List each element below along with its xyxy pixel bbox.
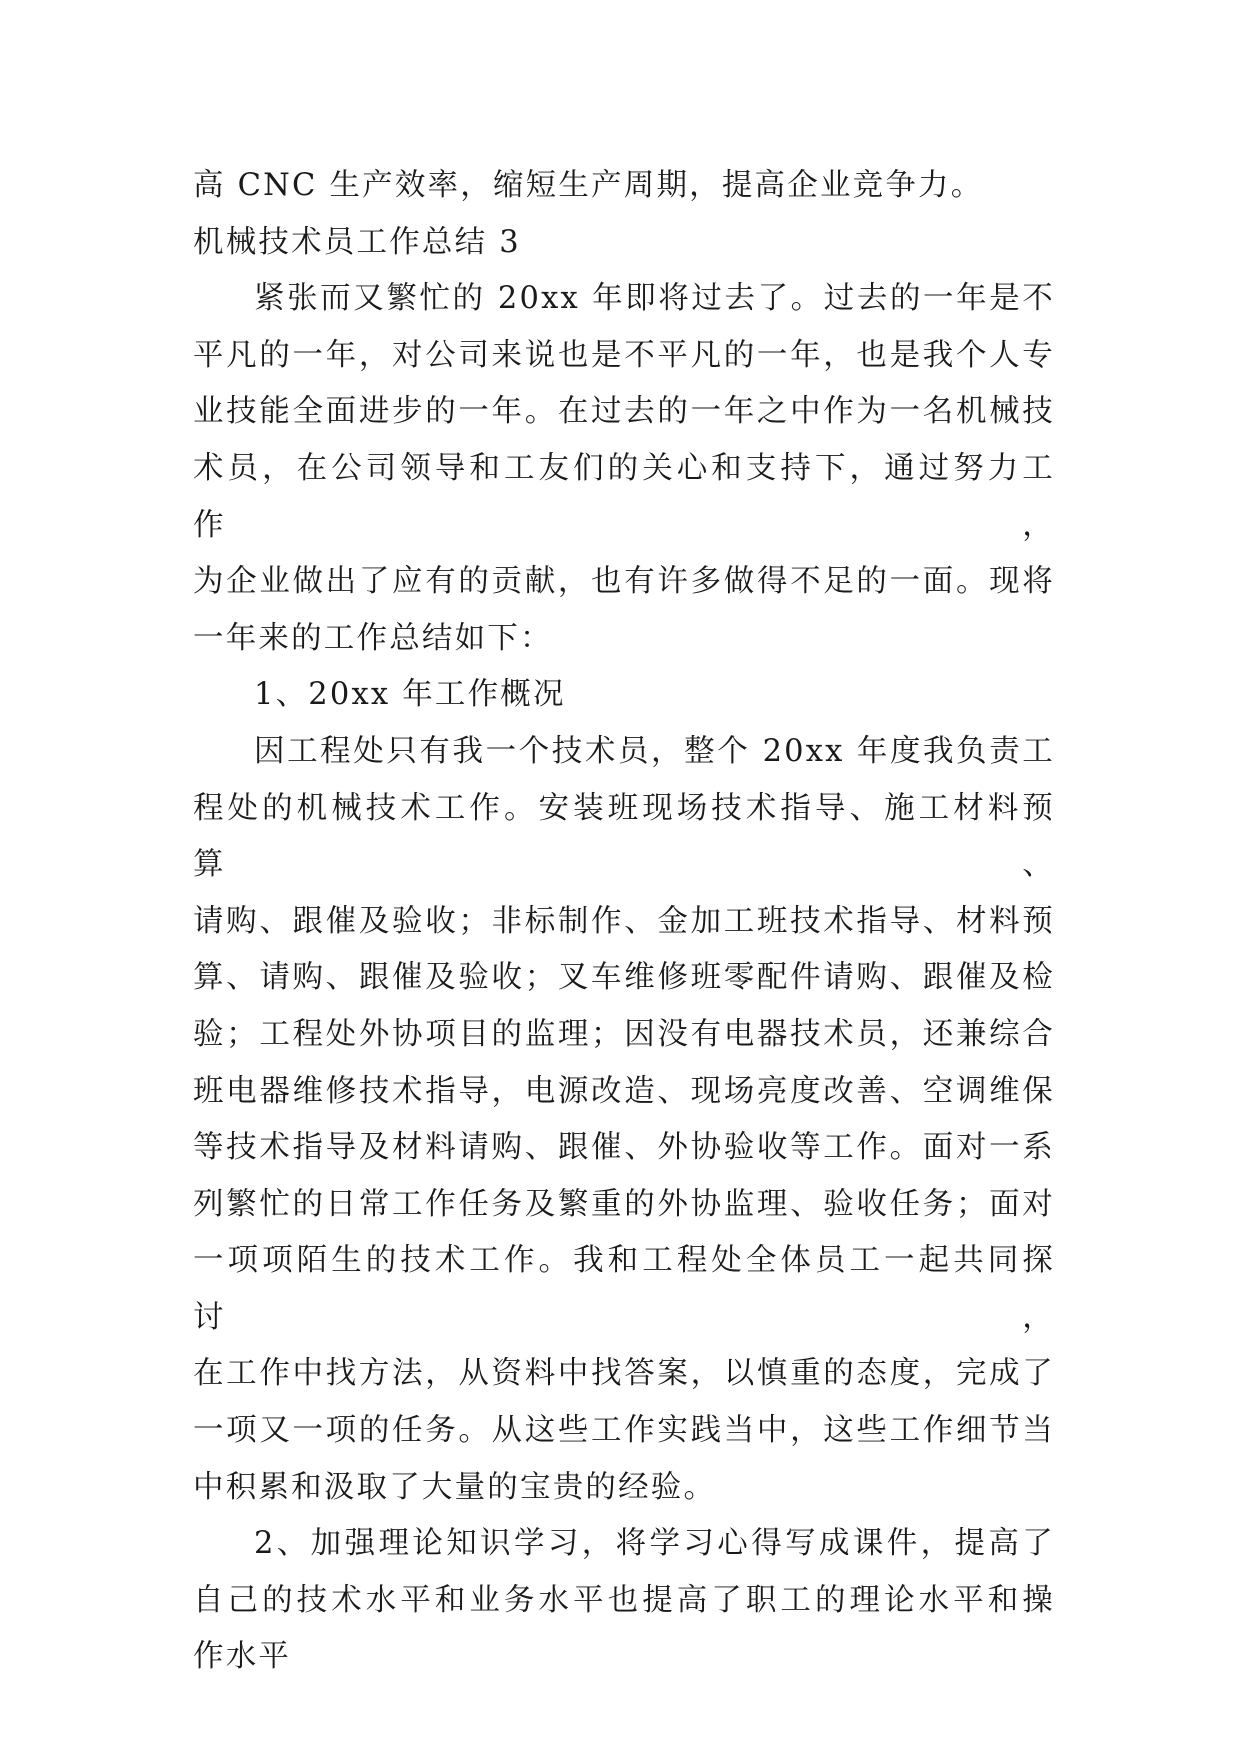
text-line: 1、20xx 年工作概况	[254, 677, 566, 713]
text-line: 因工程处只有我一个技术员，整个 20xx 年度我负责工	[254, 733, 1055, 769]
section-heading: 机械技术员工作总结 3	[193, 224, 521, 260]
text-line: 算、请购、跟催及验收；叉车维修班零配件请购、跟催及检	[193, 960, 1055, 996]
text-line: 中积累和汲取了大量的宝贵的经验。	[193, 1469, 717, 1505]
text-line: 高 CNC 生产效率，缩短生产周期，提高企业竞争力。	[193, 168, 984, 203]
text-line: 等技术指导及材料请购、跟催、外协验收等工作。面对一系	[193, 1130, 1055, 1166]
text-line: 平凡的一年，对公司来说也是不平凡的一年，也是我个人专	[193, 337, 1055, 373]
text-line: 术员，在公司领导和工友们的关心和支持下，通过努力工作，	[193, 450, 1055, 543]
text-line: 程处的机械技术工作。安装班现场技术指导、施工材料预算、	[193, 790, 1055, 883]
text-line: 请购、跟催及验收；非标制作、金加工班技术指导、材料预	[193, 903, 1055, 939]
text-line: 紧张而又繁忙的 20xx 年即将过去了。过去的一年是不	[254, 281, 1055, 317]
document-body	[193, 158, 1055, 1686]
text-line: 为企业做出了应有的贡献，也有许多做得不足的一面。现将	[193, 564, 1055, 600]
text-line: 一项又一项的任务。从这些工作实践当中，这些工作细节当	[193, 1413, 1055, 1449]
text-line: 作水平	[193, 1639, 292, 1675]
text-line: 验；工程处外协项目的监理；因没有电器技术员，还兼综合	[193, 1016, 1055, 1052]
text-line: 业技能全面进步的一年。在过去的一年之中作为一名机械技	[193, 394, 1055, 430]
text-line: 一项项陌生的技术工作。我和工程处全体员工一起共同探讨，	[193, 1243, 1055, 1335]
text-line: 列繁忙的日常工作任务及繁重的外协监理、验收任务；面对	[193, 1186, 1055, 1222]
text-line: 2、加强理论知识学习，将学习心得写成课件，提高了	[254, 1526, 1055, 1562]
text-line: 自己的技术水平和业务水平也提高了职工的理论水平和操	[193, 1582, 1055, 1618]
text-line: 在工作中找方法，从资料中找答案，以慎重的态度，完成了	[193, 1356, 1055, 1392]
text-line: 一年来的工作总结如下：	[193, 620, 553, 656]
text-line: 班电器维修技术指导，电源改造、现场亮度改善、空调维保	[193, 1073, 1055, 1109]
